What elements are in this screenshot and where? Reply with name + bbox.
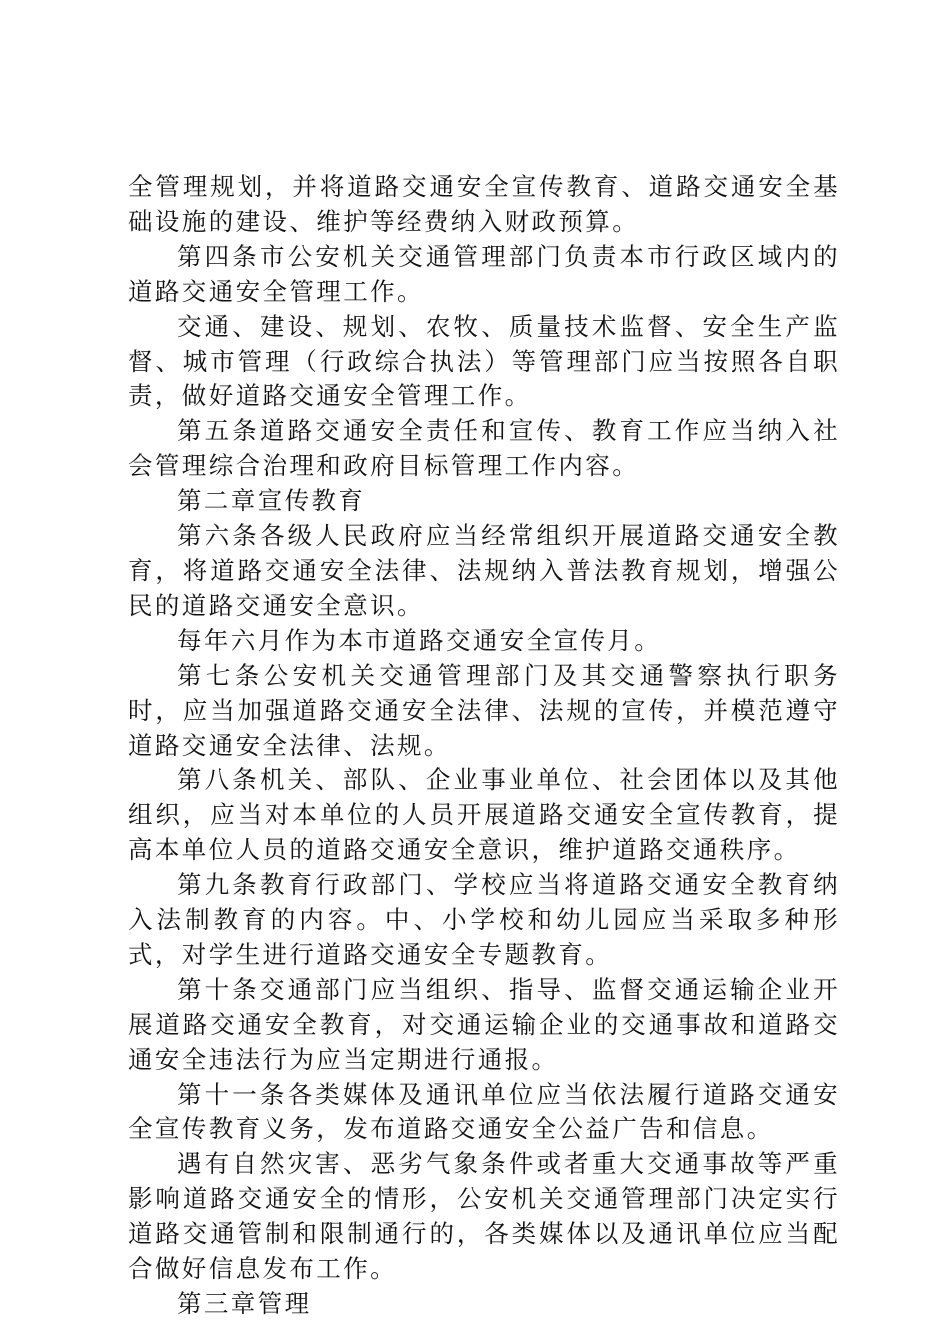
article-4-clause-2: 交通、建设、规划、农牧、质量技术监督、安全生产监督、城市管理（行政综合执法）等管理部门应当按照各自职责，做好道路交通安全管理工作。	[128, 311, 840, 411]
article-6: 第六条各级人民政府应当经常组织开展道路交通安全教育，将道路交通安全法律、法规纳入普法教育规划，增强公民的道路交通安全意识。	[128, 521, 840, 620]
article-7: 第七条公安机关交通管理部门及其交通警察执行职务时，应当加强道路交通安全法律、法规的宣传，并模范遵守道路交通安全法律、法规。	[128, 660, 840, 760]
article-5: 第五条道路交通安全责任和宣传、教育工作应当纳入社会管理综合治理和政府目标管理工作内容。	[128, 416, 840, 481]
article-11: 第十一条各类媒体及通讯单位应当依法履行道路交通安全宣传教育义务，发布道路交通安全公益广告和信息。	[128, 1079, 840, 1144]
chapter-3-heading: 第三章管理	[177, 1289, 312, 1318]
article-9: 第九条教育行政部门、学校应当将道路交通安全教育纳入法制教育的内容。中、小学校和幼儿园应当采取多种形式，对学生进行道路交通安全专题教育。	[128, 870, 840, 969]
article-8: 第八条机关、部队、企业事业单位、社会团体以及其他组织，应当对本单位的人员开展道路交通安全宣传教育，提高本单位人员的道路交通安全意识，维护道路交通秩序。	[128, 765, 840, 865]
document-body	[128, 170, 840, 1322]
article-10: 第十条交通部门应当组织、指导、监督交通运输企业开展道路交通安全教育，对交通运输企业的交通事故和道路交通安全违法行为应当定期进行通报。	[128, 974, 840, 1074]
chapter-2-heading: 第二章宣传教育	[177, 486, 366, 516]
article-4: 第四条市公安机关交通管理部门负责本市行政区域内的道路交通安全管理工作。	[128, 241, 840, 306]
paragraph-continuation: 全管理规划，并将道路交通安全宣传教育、道路交通安全基础设施的建设、维护等经费纳入财政预算。	[128, 172, 840, 236]
article-11-clause-2: 遇有自然灾害、恶劣气象条件或者重大交通事故等严重影响道路交通安全的情形，公安机关交通管理部门决定实行道路交通管制和限制通行的，各类媒体以及通讯单位应当配合做好信息发布工作。	[128, 1149, 840, 1284]
article-6-clause-2: 每年六月作为本市道路交通安全宣传月。	[177, 625, 662, 655]
